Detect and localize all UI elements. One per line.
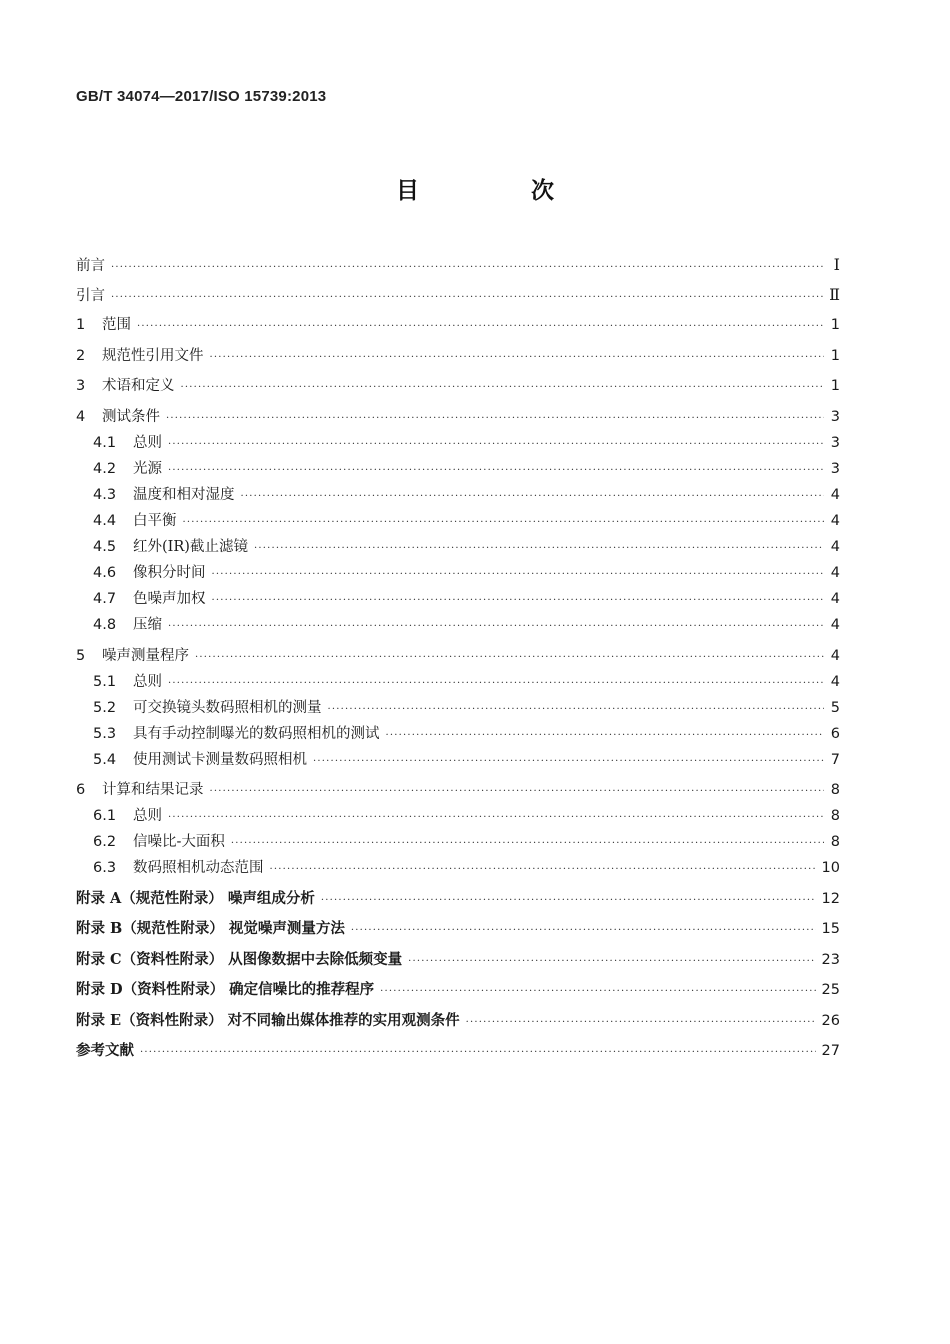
toc-entry-page-number: 4: [830, 648, 840, 664]
toc-entry[interactable]: [76, 979, 840, 1001]
toc-entry-label: 温度和相对湿度: [133, 487, 235, 503]
toc-entry-label: 信噪比-大面积: [133, 834, 225, 850]
toc-entry-label: 使用测试卡测量数码照相机: [133, 752, 307, 768]
toc-entry-label: 像积分时间: [133, 565, 206, 581]
toc-entry-page-number: 4: [830, 674, 840, 690]
toc-entry[interactable]: [93, 458, 840, 480]
toc-entry-page-number: 10: [821, 860, 840, 876]
toc-entry[interactable]: [76, 375, 840, 397]
toc-entry-page-number: 6: [830, 726, 840, 742]
toc-entry[interactable]: [93, 562, 840, 584]
toc-entry-label: 参考文献: [76, 1042, 134, 1059]
toc-entry[interactable]: [76, 406, 840, 428]
toc-entry-label: 总则: [133, 435, 162, 451]
toc-entry-page-number: 4: [830, 513, 840, 529]
toc-entry-page-number: 3: [830, 409, 840, 425]
toc-entry-label: 白平衡: [133, 513, 177, 529]
toc-entry-number: 4.6: [93, 565, 117, 581]
toc-dot-leader: [140, 1042, 816, 1064]
toc-dot-leader: [168, 434, 824, 456]
toc-dot-leader: [380, 981, 815, 1003]
toc-dot-leader: [466, 1012, 816, 1034]
toc-dot-leader: [254, 538, 824, 560]
toc-entry[interactable]: [93, 831, 840, 853]
toc-entry-page-number: 3: [830, 435, 840, 451]
toc-entry-page-number: 1: [830, 348, 840, 364]
toc-entry-page-number: 12: [821, 891, 840, 907]
toc-entry-page-number: 8: [830, 834, 840, 850]
toc-dot-leader: [111, 257, 824, 279]
toc-entry-number: 2: [76, 348, 86, 364]
toc-dot-leader: [168, 673, 824, 695]
toc-entry[interactable]: [93, 749, 840, 771]
toc-entry[interactable]: [76, 918, 840, 940]
toc-entry-number: 5: [76, 648, 86, 664]
toc-entry[interactable]: [93, 857, 840, 879]
toc-dot-leader: [241, 486, 825, 508]
toc-dot-leader: [212, 564, 825, 586]
toc-dot-leader: [168, 616, 824, 638]
toc-entry-number: 4.8: [93, 617, 117, 633]
toc-dot-leader: [210, 347, 825, 369]
toc-entry-page-number: 4: [830, 565, 840, 581]
toc-entry[interactable]: [93, 723, 840, 745]
toc-entry-page-number: 23: [821, 952, 840, 968]
toc-entry-label: 红外(IR)截止滤镜: [133, 539, 248, 555]
toc-entry[interactable]: [93, 510, 840, 532]
toc-entry-number: 4.3: [93, 487, 117, 503]
toc-dot-leader: [195, 647, 824, 669]
toc-entry-page-number: 5: [830, 700, 840, 716]
toc-entry-page-number: 1: [830, 378, 840, 394]
toc-entry[interactable]: [76, 645, 840, 667]
toc-entry-page-number: 1: [830, 317, 840, 333]
toc-entry-number: 5.3: [93, 726, 117, 742]
toc-dot-leader: [183, 512, 825, 534]
toc-entry-number: 6.3: [93, 860, 117, 876]
toc-entry[interactable]: [93, 432, 840, 454]
toc-dot-leader: [168, 460, 824, 482]
toc-entry[interactable]: [76, 345, 840, 367]
toc-entry-number: 6: [76, 782, 86, 798]
toc-entry-page-number: Ⅰ: [833, 255, 840, 274]
toc-entry-number: 1: [76, 317, 86, 333]
toc-entry-number: 4.7: [93, 591, 117, 607]
toc-entry-number: 4: [76, 409, 86, 425]
toc-entry[interactable]: [76, 1010, 840, 1032]
toc-entry-page-number: 27: [821, 1043, 840, 1059]
toc-entry-label: 色噪声加权: [133, 591, 206, 607]
toc-entry[interactable]: [76, 888, 840, 910]
toc-entry-number: 5.1: [93, 674, 117, 690]
toc-entry-label: 前言: [76, 258, 105, 274]
toc-entry-number: 5.4: [93, 752, 117, 768]
toc-entry-number: 6.2: [93, 834, 117, 850]
toc-dot-leader: [212, 590, 825, 612]
toc-dot-leader: [408, 951, 815, 973]
document-code: GB/T 34074—2017/ISO 15739:2013: [76, 88, 327, 105]
toc-entry-label: 附录 C（资料性附录） 从图像数据中去除低频变量: [76, 951, 403, 968]
toc-dot-leader: [210, 781, 825, 803]
toc-entry-label: 引言: [76, 288, 105, 304]
page-title: 目 次: [395, 178, 606, 204]
toc-dot-leader: [166, 408, 824, 430]
toc-entry-label: 数码照相机动态范围: [133, 860, 264, 876]
toc-entry-number: 6.1: [93, 808, 117, 824]
toc-entry-label: 压缩: [133, 617, 162, 633]
toc-entry[interactable]: [76, 949, 840, 971]
toc-dot-leader: [328, 699, 825, 721]
toc-entry-page-number: 15: [821, 921, 840, 937]
toc-dot-leader: [386, 725, 825, 747]
toc-dot-leader: [111, 287, 823, 309]
toc-entry-label: 附录 D（资料性附录） 确定信噪比的推荐程序: [76, 981, 375, 998]
toc-entry-label: 光源: [133, 461, 162, 477]
toc-entry[interactable]: [93, 614, 840, 636]
toc-entry-page-number: 25: [821, 982, 840, 998]
toc-entry-page-number: 8: [830, 808, 840, 824]
toc-entry-page-number: 4: [830, 617, 840, 633]
toc-entry-label: 可交换镜头数码照相机的测量: [133, 700, 322, 716]
toc-entry[interactable]: [93, 536, 840, 558]
toc-dot-leader: [137, 316, 824, 338]
toc-entry-number: 4.2: [93, 461, 117, 477]
toc-entry-label: 附录 A（规范性附录） 噪声组成分析: [76, 890, 315, 907]
toc-entry[interactable]: [76, 779, 840, 801]
toc-entry-label: 术语和定义: [102, 378, 175, 394]
toc-entry-page-number: Ⅱ: [829, 285, 840, 304]
toc-entry-label: 具有手动控制曝光的数码照相机的测试: [133, 726, 380, 742]
toc-entry-page-number: 26: [821, 1013, 840, 1029]
toc-entry-label: 总则: [133, 808, 162, 824]
toc-entry-number: 4.4: [93, 513, 117, 529]
toc-entry-label: 规范性引用文件: [102, 348, 204, 364]
toc-entry-page-number: 4: [830, 539, 840, 555]
toc-entry[interactable]: [76, 284, 840, 306]
toc-entry-page-number: 7: [830, 752, 840, 768]
toc-entry[interactable]: [76, 314, 840, 336]
toc-entry-label: 附录 B（规范性附录） 视觉噪声测量方法: [76, 920, 345, 937]
toc-dot-leader: [313, 751, 824, 773]
toc-entry[interactable]: [93, 697, 840, 719]
toc-entry[interactable]: [93, 671, 840, 693]
toc-entry-number: 3: [76, 378, 86, 394]
toc-entry-page-number: 8: [830, 782, 840, 798]
toc-dot-leader: [181, 377, 825, 399]
toc-entry-label: 范围: [102, 317, 131, 333]
toc-entry-label: 计算和结果记录: [102, 782, 204, 798]
toc-entry-number: 4.1: [93, 435, 117, 451]
toc-dot-leader: [351, 920, 816, 942]
toc-entry-page-number: 3: [830, 461, 840, 477]
toc-entry-label: 附录 E（资料性附录） 对不同输出媒体推荐的实用观测条件: [76, 1012, 460, 1029]
toc-entry-number: 4.5: [93, 539, 117, 555]
toc-entry-page-number: 4: [830, 487, 840, 503]
toc-entry[interactable]: [76, 1040, 840, 1062]
toc-entry[interactable]: [93, 484, 840, 506]
toc-entry-label: 噪声测量程序: [102, 648, 189, 664]
toc-entry-label: 总则: [133, 674, 162, 690]
toc-entry-label: 测试条件: [102, 409, 160, 425]
toc-dot-leader: [168, 807, 824, 829]
toc-entry[interactable]: [93, 588, 840, 610]
toc-entry[interactable]: [76, 254, 840, 276]
toc-dot-leader: [321, 890, 816, 912]
toc-entry-page-number: 4: [830, 591, 840, 607]
toc-entry-number: 5.2: [93, 700, 117, 716]
toc-dot-leader: [270, 859, 816, 881]
toc-dot-leader: [231, 833, 824, 855]
toc-entry[interactable]: [93, 805, 840, 827]
